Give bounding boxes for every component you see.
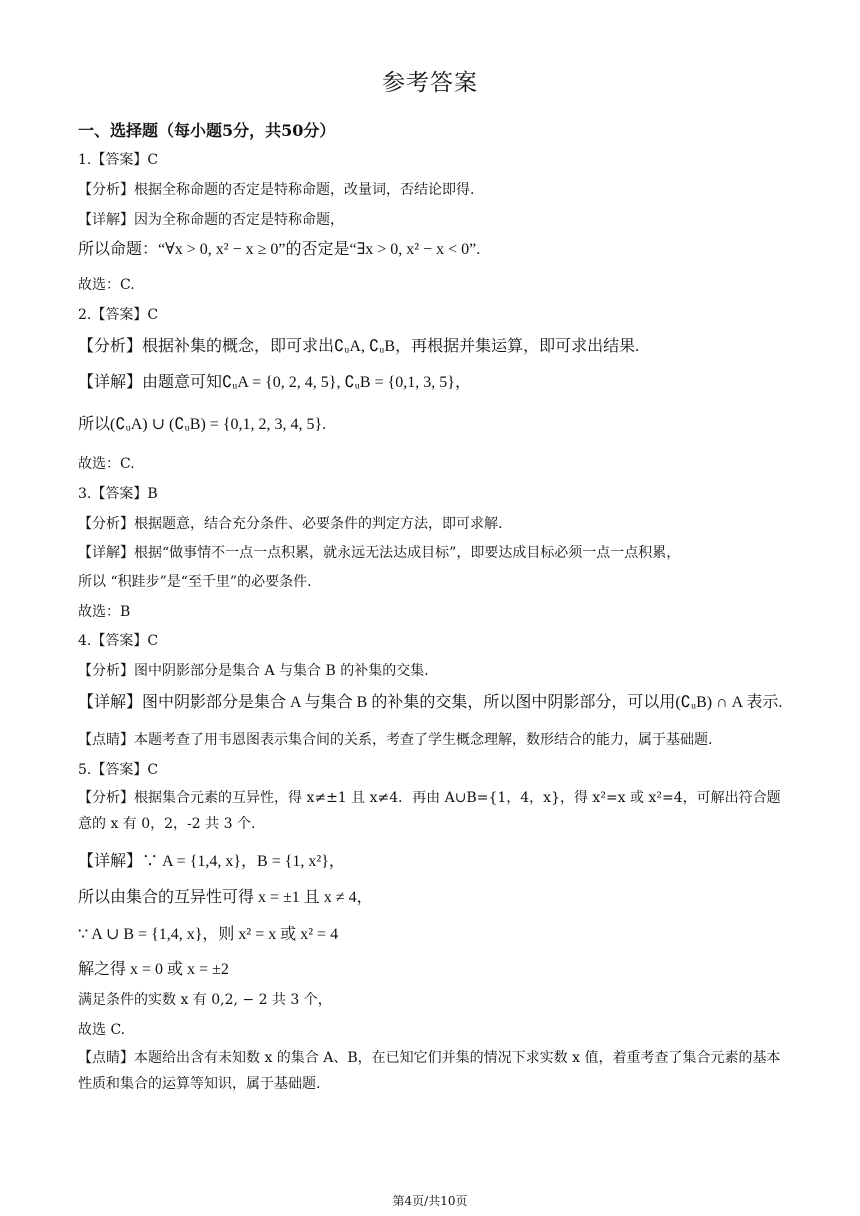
answer-4-comment: 【点睛】本题考查了用韦恩图表示集合间的关系，考查了学生概念理解，数形结合的能力，属于基础题. xyxy=(78,732,713,748)
answer-2-analysis: 【分析】根据补集的概念，即可求出∁ᵤA, ∁ᵤB，再根据并集运算，即可求出结果. xyxy=(78,338,640,355)
answer-5-detail-3: ∵ A ∪ B = {1,4, x}，则 x² = x 或 x² = 4 xyxy=(78,926,339,943)
answer-3-detail: 【详解】根据“做事情不一点一点积累，就永远无法达成目标”，即要达成目标必须一点一点积累， xyxy=(78,545,681,561)
page-footer: 第4页/共10页 xyxy=(392,1194,468,1208)
answer-3-choice: 故选：B xyxy=(78,604,131,620)
answer-1-detail-formula: 所以命题：“∀x > 0, x² − x ≥ 0”的否定是“∃x > 0, x² − x < 0”. xyxy=(78,241,481,258)
answer-5-detail-2: 所以由集合的互异性可得 x = ±1 且 x ≠ 4， xyxy=(78,889,373,906)
answer-3-analysis: 【分析】根据题意，结合充分条件、必要条件的判定方法，即可求解. xyxy=(78,516,503,532)
answer-5-detail: 【详解】∵ A = {1,4, x}，B = {1, x²}， xyxy=(78,853,345,870)
answer-2-detail: 【详解】由题意可知∁ᵤA = {0, 2, 4, 5}, ∁ᵤB = {0,1, 3, 5}， xyxy=(78,374,471,391)
answer-4-analysis: 【分析】图中阴影部分是集合 A 与集合 B 的补集的交集. xyxy=(78,663,429,679)
answer-2-detail-formula: 所以(∁ᵤA) ∪ (∁ᵤB) = {0,1, 2, 3, 4, 5}. xyxy=(78,416,327,433)
answer-1-label: 1.【答案】C xyxy=(78,152,159,168)
answer-5-analysis: 【分析】根据集合元素的互异性，得 x≠±1 且 x≠4．再由 A∪B={1，4，x}，得 x²=x 或 x²=4，可解出符合题意的 x 有 0，2，-2 共 3 个. xyxy=(78,790,781,832)
section-heading: 一、选择题（每小题5分，共50分） xyxy=(78,121,336,140)
page-title: 参考答案 xyxy=(382,70,478,96)
answer-5-comment: 【点睛】本题给出含有未知数 x 的集合 A、B，在已知它们并集的情况下求实数 x 值，着重考查了集合元素的基本性质和集合的运算等知识，属于基础题. xyxy=(78,1050,781,1092)
answer-4-label: 4.【答案】C xyxy=(78,633,159,649)
answer-5-label: 5.【答案】C xyxy=(78,762,159,778)
answer-5-detail-5: 满足条件的实数 x 有 0,2, − 2 共 3 个， xyxy=(78,992,332,1008)
answer-4-detail: 【详解】图中阴影部分是集合 A 与集合 B 的补集的交集，所以图中阴影部分，可以用(∁ᵤB) ∩ A 表示. xyxy=(78,694,783,711)
answer-1-choice: 故选：C. xyxy=(78,277,135,293)
answer-1-detail: 【详解】因为全称命题的否定是特称命题， xyxy=(78,212,344,228)
answer-3-label: 3.【答案】B xyxy=(78,486,158,502)
answer-5-detail-4: 解之得 x = 0 或 x = ±2 xyxy=(78,961,229,978)
answer-2-label: 2.【答案】C xyxy=(78,307,159,323)
answer-1-analysis: 【分析】根据全称命题的否定是特称命题，改量词，否结论即得. xyxy=(78,182,475,198)
answer-5-choice: 故选 C. xyxy=(78,1022,126,1038)
answer-2-choice: 故选：C. xyxy=(78,456,135,472)
answer-3-detail-2: 所以 “积跬步”是“至千里”的必要条件. xyxy=(78,574,312,590)
